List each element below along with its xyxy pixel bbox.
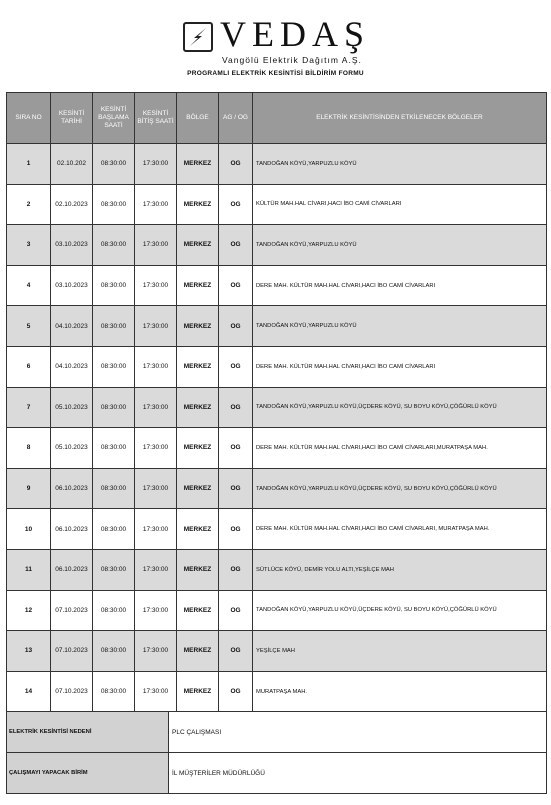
end-time-cell: 17:30:00 [135,184,177,225]
form-title: PROGRAMLI ELEKTRİK KESİNTİSİ BİLDİRİM FORMU [187,70,364,77]
table-row [7,468,547,509]
start-time-cell: 08:30:00 [93,306,135,347]
end-time-cell: 17:30:00 [135,549,177,590]
end-time-cell: 17:30:00 [135,265,177,306]
end-time-cell: 17:30:00 [135,590,177,631]
start-time-cell: 08:30:00 [93,265,135,306]
date-cell: 07.10.2023 [51,590,93,631]
start-time-cell: 08:30:00 [93,184,135,225]
voltage-cell: OG [219,265,253,306]
company-logo-text: VEDAŞ [220,14,371,54]
voltage-cell: OG [219,144,253,185]
date-cell: 06.10.2023 [51,468,93,509]
date-cell: 05.10.2023 [51,428,93,469]
region-cell: MERKEZ [177,265,219,306]
col-header-end: KESİNTİ BİTİŞ SAATİ [135,93,177,144]
row-number: 5 [7,306,51,347]
affected-areas-cell: TANDOĞAN KÖYÜ,YARPUZLU KÖYÜ,ÜÇDERE KÖYÜ, SU BOYU KÖYÜ,ÇÖĞÜRLÜ KÖYÜ [253,387,547,428]
table-header-row [7,93,547,144]
start-time-cell: 08:30:00 [93,387,135,428]
reason-value: PLC ÇALIŞMASI [169,712,547,753]
start-time-cell: 08:30:00 [93,428,135,469]
region-cell: MERKEZ [177,671,219,712]
affected-areas-cell: TANDOĞAN KÖYÜ,YARPUZLU KÖYÜ,ÜÇDERE KÖYÜ, SU BOYU KÖYÜ,ÇÖĞÜRLÜ KÖYÜ [253,468,547,509]
row-number: 12 [7,590,51,631]
unit-label: ÇALIŞMAYI YAPACAK BİRİM [7,753,169,794]
reason-row [7,712,547,753]
date-cell: 04.10.2023 [51,306,93,347]
table-row [7,225,547,266]
region-cell: MERKEZ [177,549,219,590]
company-tagline: Vangölü Elektrik Dağıtım A.Ş. [222,55,362,65]
voltage-cell: OG [219,428,253,469]
voltage-cell: OG [219,387,253,428]
date-cell: 06.10.2023 [51,549,93,590]
row-number: 6 [7,346,51,387]
date-cell: 06.10.2023 [51,509,93,550]
table-row [7,265,547,306]
date-cell: 02.10.2023 [51,184,93,225]
affected-areas-cell: DERE MAH. KÜLTÜR MAH.HAL CİVARI,HACI İBO CAMİ CİVARLARI [253,346,547,387]
end-time-cell: 17:30:00 [135,428,177,469]
table-row [7,387,547,428]
row-number: 13 [7,631,51,672]
table-row [7,184,547,225]
affected-areas-cell: KÜLTÜR MAH.HAL CİVARI,HACI İBO CAMİ CİVARLARI [253,184,547,225]
region-cell: MERKEZ [177,590,219,631]
row-number: 14 [7,671,51,712]
start-time-cell: 08:30:00 [93,509,135,550]
affected-areas-cell: TANDOĞAN KÖYÜ,YARPUZLU KÖYÜ [253,306,547,347]
table-row [7,509,547,550]
document-header [0,0,551,92]
region-cell: MERKEZ [177,184,219,225]
end-time-cell: 17:30:00 [135,671,177,712]
voltage-cell: OG [219,184,253,225]
table-row [7,346,547,387]
start-time-cell: 08:30:00 [93,549,135,590]
affected-areas-cell: DERE MAH. KÜLTÜR MAH.HAL CİVARI,HACI İBO CAMİ CİVARLARI, MURATPAŞA MAH. [253,509,547,550]
region-cell: MERKEZ [177,144,219,185]
region-cell: MERKEZ [177,306,219,347]
start-time-cell: 08:30:00 [93,671,135,712]
start-time-cell: 08:30:00 [93,346,135,387]
start-time-cell: 08:30:00 [93,225,135,266]
end-time-cell: 17:30:00 [135,631,177,672]
affected-areas-cell: DERE MAH. KÜLTÜR MAH.HAL CİVARI,HACI İBO CAMİ CİVARLARI,MURATPAŞA MAH. [253,428,547,469]
date-cell: 03.10.2023 [51,265,93,306]
outage-schedule-table [6,92,547,712]
col-header-voltage: AG / OG [219,93,253,144]
table-row [7,428,547,469]
end-time-cell: 17:30:00 [135,468,177,509]
affected-areas-cell: MURATPAŞA MAH. [253,671,547,712]
affected-areas-cell: TANDOĞAN KÖYÜ,YARPUZLU KÖYÜ [253,225,547,266]
voltage-cell: OG [219,306,253,347]
region-cell: MERKEZ [177,468,219,509]
voltage-cell: OG [219,631,253,672]
voltage-cell: OG [219,671,253,712]
voltage-cell: OG [219,549,253,590]
row-number: 4 [7,265,51,306]
row-number: 2 [7,184,51,225]
start-time-cell: 08:30:00 [93,631,135,672]
table-row [7,144,547,185]
col-header-no: SIRA NO [7,93,51,144]
end-time-cell: 17:30:00 [135,225,177,266]
row-number: 11 [7,549,51,590]
region-cell: MERKEZ [177,631,219,672]
region-cell: MERKEZ [177,387,219,428]
affected-areas-cell: SÜTLÜCE KÖYÜ, DEMİR YOLU ALTI,YEŞİLÇE MAH [253,549,547,590]
affected-areas-cell: YEŞİLÇE MAH [253,631,547,672]
start-time-cell: 08:30:00 [93,590,135,631]
voltage-cell: OG [219,590,253,631]
unit-row [7,753,547,794]
row-number: 9 [7,468,51,509]
region-cell: MERKEZ [177,509,219,550]
lightning-bolt-icon [183,22,213,52]
date-cell: 07.10.2023 [51,631,93,672]
date-cell: 05.10.2023 [51,387,93,428]
row-number: 8 [7,428,51,469]
start-time-cell: 08:30:00 [93,144,135,185]
row-number: 1 [7,144,51,185]
region-cell: MERKEZ [177,428,219,469]
end-time-cell: 17:30:00 [135,346,177,387]
voltage-cell: OG [219,468,253,509]
unit-value: İL MÜŞTERİLER MÜDÜRLÜĞÜ [169,753,547,794]
start-time-cell: 08:30:00 [93,468,135,509]
table-row [7,306,547,347]
col-header-areas: ELEKTRİK KESİNTİSİNDEN ETKİLENECEK BÖLGELER [253,93,547,144]
affected-areas-cell: DERE MAH. KÜLTÜR MAH.HAL CİVARI,HACI İBO CAMİ CİVARLARI [253,265,547,306]
row-number: 7 [7,387,51,428]
affected-areas-cell: TANDOĞAN KÖYÜ,YARPUZLU KÖYÜ [253,144,547,185]
table-row [7,671,547,712]
voltage-cell: OG [219,509,253,550]
date-cell: 07.10.2023 [51,671,93,712]
affected-areas-cell: TANDOĞAN KÖYÜ,YARPUZLU KÖYÜ,ÜÇDERE KÖYÜ, SU BOYU KÖYÜ,ÇÖĞÜRLÜ KÖYÜ [253,590,547,631]
table-row [7,590,547,631]
end-time-cell: 17:30:00 [135,509,177,550]
table-row [7,549,547,590]
voltage-cell: OG [219,225,253,266]
row-number: 10 [7,509,51,550]
date-cell: 04.10.2023 [51,346,93,387]
reason-label: ELEKTRİK KESİNTİSİ NEDENİ [7,712,169,753]
col-header-date: KESİNTİ TARİHİ [51,93,93,144]
col-header-region: BÖLGE [177,93,219,144]
voltage-cell: OG [219,346,253,387]
col-header-start: KESİNTİ BAŞLAMA SAATİ [93,93,135,144]
date-cell: 02.10.202 [51,144,93,185]
end-time-cell: 17:30:00 [135,306,177,347]
date-cell: 03.10.2023 [51,225,93,266]
region-cell: MERKEZ [177,225,219,266]
region-cell: MERKEZ [177,346,219,387]
end-time-cell: 17:30:00 [135,144,177,185]
table-row [7,631,547,672]
row-number: 3 [7,225,51,266]
footer-table [6,711,547,794]
end-time-cell: 17:30:00 [135,387,177,428]
